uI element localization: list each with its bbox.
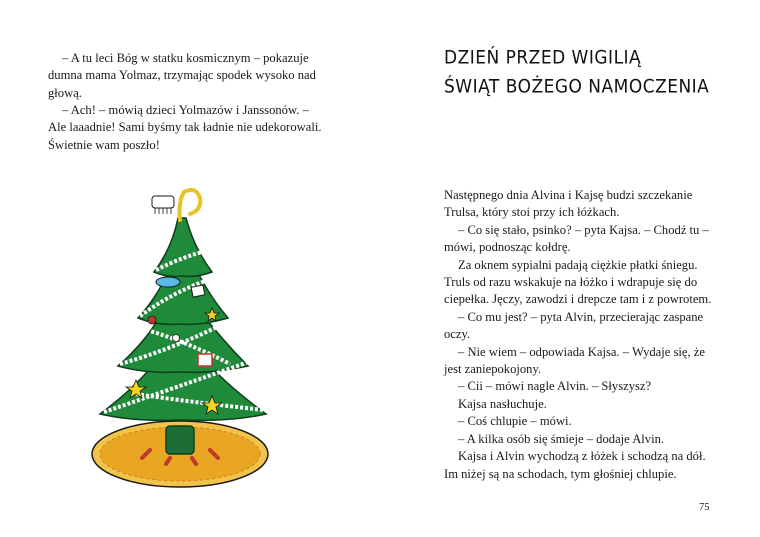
text-line: – Nie wiem – odpowiada Kajsa. – Wydaje się, że [458, 344, 705, 359]
text-line: jest zaniepokojony. [444, 362, 542, 377]
text-line: – A tu leci Bóg w statku kosmicznym – pokazuje [62, 51, 309, 65]
text-line: Im niżej są na schodach, tym głośniej chlupie. [444, 466, 677, 481]
text-line: Kajsa i Alvin wychodzą z łóżek i schodzą na dół. [458, 449, 706, 464]
text-line: – A kilka osób się śmieje – dodaje Alvin. [458, 431, 665, 446]
bauble-ornament [173, 335, 180, 342]
chapter-title-line: DZIEŃ PRZED WIGILIĄ [444, 47, 642, 69]
left-paragraph [48, 50, 316, 102]
bauble-ornament [148, 316, 156, 324]
text-line: – Co mu jest? – pyta Alvin, przecierając zaspane [458, 309, 704, 324]
tree-topper-bristles [155, 208, 171, 214]
left-paragraph [48, 102, 321, 154]
chapter-title [444, 44, 709, 102]
christmas-tree-illustration [80, 188, 300, 494]
text-line: Truls od razu wskakuje na łóżko i wdrapuje się do [444, 275, 698, 290]
tree-topper [180, 190, 201, 220]
text-line: Za oknem sypialni padają ciężkie płatki śniegu. [458, 257, 698, 272]
text-line: dumna mama Yolmaz, trzymając spodek wysoko nad [48, 68, 316, 83]
text-line: ciepełka. Jęczy, zawodzi i drepcze tam i z powrotem. [444, 292, 712, 307]
text-line: Trulsa, który stoi przy ich łóżkach. [444, 205, 620, 220]
text-line: – Ach! – mówią dzieci Yolmazów i Janssonów. – [62, 103, 309, 117]
text-line: Ale laaadnie! Sami byśmy tak ładnie nie udekorowali. [48, 120, 322, 135]
chapter-body-text [444, 187, 711, 483]
text-line: – Coś chlupie – mówi. [458, 414, 572, 429]
text-line: głową. [48, 85, 82, 100]
tree-stand [166, 426, 194, 454]
text-line: oczy. [444, 327, 471, 342]
spaceship-ornament [156, 277, 180, 287]
card-ornament [198, 354, 212, 366]
card-ornament [191, 285, 205, 297]
text-line: mówi, podnosząc kołdrę. [444, 240, 571, 255]
text-line: Następnego dnia Alvina i Kajsę budzi szczekanie [444, 188, 693, 202]
chapter-title-line: ŚWIĄT BOŻEGO NAMOCZENIA [444, 76, 710, 98]
text-line: Kajsa nasłuchuje. [458, 396, 547, 411]
text-line: – Cii – mówi nagle Alvin. – Słyszysz? [458, 379, 652, 394]
page-number: 75 [699, 502, 710, 513]
text-line: Świetnie wam poszło! [48, 137, 160, 152]
tree-topper-head [152, 196, 174, 208]
text-line: – Co się stało, psinko? – pyta Kajsa. – Chodź tu – [458, 222, 709, 237]
